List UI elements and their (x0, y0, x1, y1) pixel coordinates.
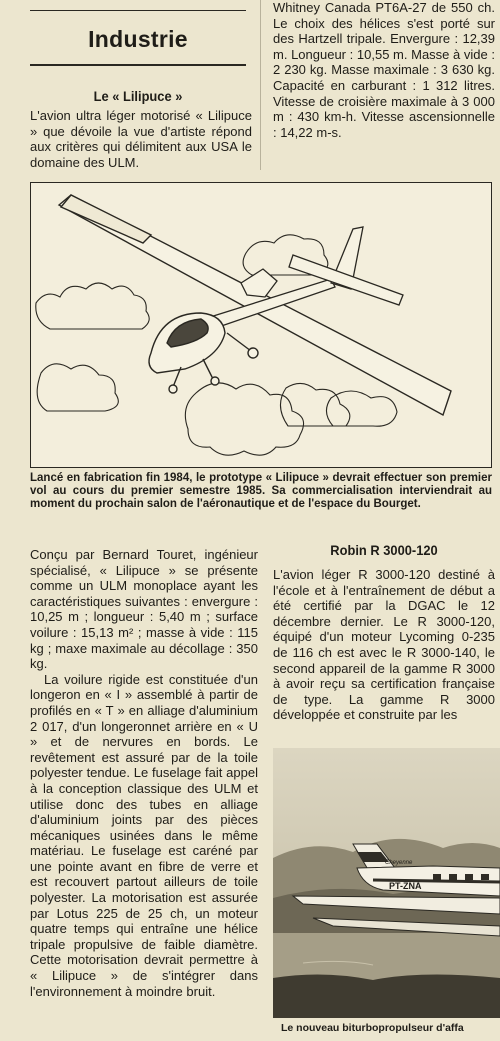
aircraft-photo (273, 748, 500, 1018)
photo-tail-text: Cheyenne (385, 860, 413, 866)
aircraft-photo-icon (273, 748, 500, 1018)
robin-heading: Robin R 3000-120 (330, 542, 438, 558)
robin-body: L'avion léger R 3000-120 destiné à l'école et à l'entraînement de début a été certifié par la DGAC le 12 décembre dernier. Le R 3000-120, équipé d'un moteur Lycoming 0-235 de 116 ch est avec le R 3000-140, le second appareil de la gamme R 3000 à avoir reçu sa certification française de type. La gamme R 3000 développée et construite par les (273, 567, 495, 723)
column-divider (260, 0, 261, 170)
lilipuce-body (30, 547, 258, 999)
illustration-caption: Lancé en fabrication fin 1984, le prototype « Lilipuce » devrait effectuer son premier vol au cours du premier semestre 1985. Sa commercialisation interviendrait au moment du prochain salon de l'aéronautique et de l'espace du Bourget. (30, 472, 492, 511)
photo-registration: PT-ZNA (389, 881, 422, 891)
lilipuce-paragraph-1: Conçu par Bernard Touret, ingénieur spécialisé, « Lilipuce » se présente comme un ULM monoplace ayant les caractéristiques suivantes : envergure : 10,25 m ; longueur : 5,40 m ; surface voilure : 15,13 m² ; masse à vide : 115 kg ; maxe maximale au décollage : 350 kg. (30, 547, 258, 672)
section-title: Industrie (88, 26, 188, 52)
aircraft-specs: Whitney Canada PT6A-27 de 550 ch. Le choix des hélices s'est porté sur des Hartzell tripale. Envergure : 12,39 m. Longueur : 10,55 m. Masse à vide : 2 230 kg. Masse maximale : 3 630 kg. Capacité en carburant : 1 312 litres. Vitesse de croisière maximale à 3 000 m : 430 km-h. Vitesse ascensionnelle : 14,22 m-s. (273, 0, 495, 140)
section-rule (30, 64, 246, 66)
photo-caption: Le nouveau biturbopropulseur d'affa (281, 1022, 464, 1034)
lilipuce-illustration (30, 182, 492, 468)
lilipuce-heading: Le « Lilipuce » (93, 88, 183, 104)
lilipuce-intro: L'avion ultra léger motorisé « Lilipuce » que dévoile la vue d'artiste répond aux critères qui délimitent aux USA le domaine des ULM. (30, 108, 252, 170)
lilipuce-paragraph-2: La voilure rigide est constituée d'un longeron en « I » assemblé à partir de profilés en « T » en alliage d'aluminium 2 017, d'un longeronnet arrière en « U » et de nervures en bords. Le revêtement est assuré par de la toile polyester tendue. Le fuselage fait appel à la conception classique des ULM et utilise donc des tubes en alliage d'aluminium joints par des pièces mécaniques usinées dans le même matériau. Le fuselage est caréné par une pointe avant en fibre de verre et est recouvert partout ailleurs de toile polyester. La motorisation est assurée par Lotus 225 de 25 ch, un moteur quatre temps qui entraîne une hélice tripale propulsive de faible diamètre. Cette motorisation devrait permettre à « Lilipuce » de s'intégrer dans l'environnement à moindre bruit. (30, 671, 258, 999)
ulm-drawing-icon (31, 183, 491, 467)
top-rule (30, 10, 246, 11)
